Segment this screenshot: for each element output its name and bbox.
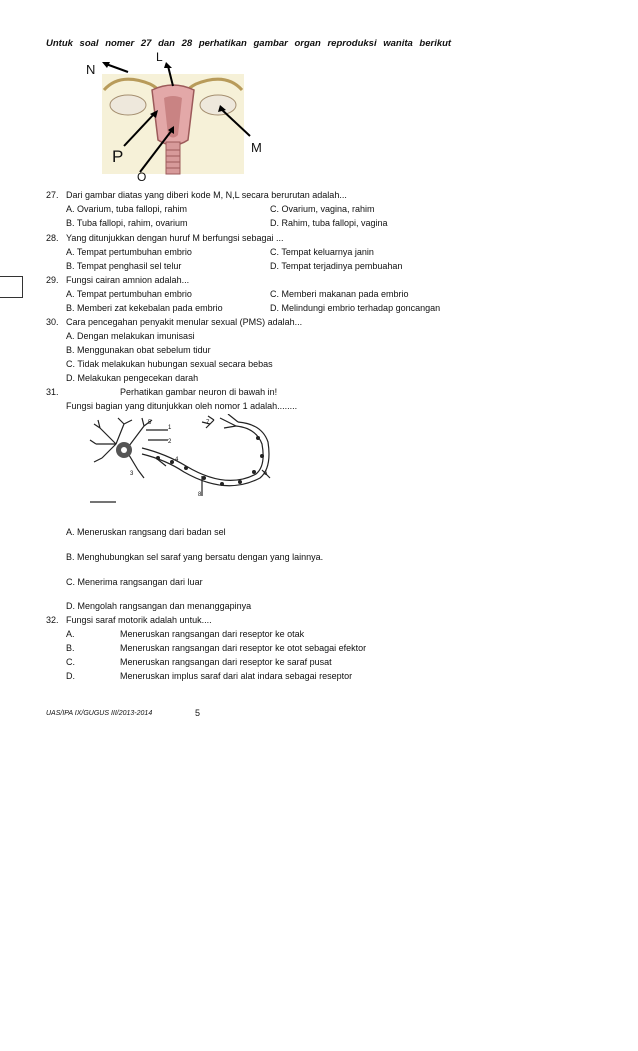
option-b: B. Tuba fallopi, rahim, ovarium [66,218,188,228]
option-c: C. Tidak melakukan hubungan sexual secara bebas [66,359,273,369]
option-a: Meneruskan rangsangan dari reseptor ke otak [120,629,305,639]
option-letter-a: A. [66,629,75,639]
option-b: Meneruskan rangsangan dari reseptor ke otot sebagai efektor [120,643,367,653]
neuron-label-3: 3 [130,471,134,477]
label-p: P [112,147,124,166]
option-d: D. Rahim, tuba fallopi, vagina [270,218,388,228]
option-c: Meneruskan rangsangan dari reseptor ke saraf pusat [120,657,332,667]
option-c: C. Ovarium, vagina, rahim [270,204,375,214]
option-a: A. Ovarium, tuba fallopi, rahim [66,204,188,214]
option-d: D. Tempat terjadinya pembuahan [270,261,403,271]
option-c: C. Tempat keluarnya janin [270,247,374,257]
question-text: Fungsi saraf motorik adalah untuk.... [66,615,212,625]
intro-instruction: Untuk soal nomer 27 dan 28 perhatikan gambar organ reproduksi wanita berikut [46,38,452,49]
question-number: 28. [46,233,59,243]
neuron-label-6: 6 [264,471,268,477]
option-a: A. Dengan melakukan imunisasi [66,331,195,341]
question-number: 32. [46,615,59,625]
label-o: O [137,170,147,184]
question-text: Fungsi cairan amnion adalah... [66,275,190,285]
neuron-label-2: 2 [168,439,172,445]
page-number: 5 [195,708,201,718]
option-d: D. Melindungi embrio terhadap goncangan [270,303,441,313]
option-b: B. Memberi zat kekebalan pada embrio [66,303,223,313]
option-letter-c: C. [66,657,75,667]
neuron-label-8: 8 [198,492,202,498]
label-n: N [86,62,96,77]
option-c: C. Memberi makanan pada embrio [270,289,409,299]
option-b: B. Menghubungkan sel saraf yang bersatu dengan yang lainnya. [66,552,324,562]
option-letter-b: B. [66,643,75,653]
neuron-label-4: 4 [175,457,179,463]
reproductive-organ-figure [80,50,280,190]
question-text: Dari gambar diatas yang diberi kode M, N,L secara berurutan adalah... [66,190,347,200]
option-a: A. Tempat pertumbuhan embrio [66,247,192,257]
option-a: A. Meneruskan rangsang dari badan sel [66,527,226,537]
label-m: M [251,140,262,155]
neuron-figure [86,414,286,506]
question-intro: Perhatikan gambar neuron di bawah in! [120,387,278,397]
option-letter-d: D. [66,671,75,681]
footer-code: UAS/IPA IX/GUGUS III/2013-2014 [46,710,153,717]
option-c: C. Menerima rangsangan dari luar [66,577,203,587]
question-number: 31. [46,387,59,397]
question-number: 29. [46,275,59,285]
option-a: A. Tempat pertumbuhan embrio [66,289,192,299]
question-number: 27. [46,190,59,200]
option-d: Meneruskan implus saraf dari alat indara sebagai reseptor [120,671,353,681]
option-b: B. Menggunakan obat sebelum tidur [66,345,211,355]
question-number: 30. [46,317,59,327]
margin-box [0,276,23,298]
question-text: Fungsi bagian yang ditunjukkan oleh nomor 1 adalah........ [66,401,298,411]
neuron-label-7: 7 [206,420,210,426]
label-l: L [156,50,163,64]
neuron-label-5: 5 [148,420,152,426]
question-text: Cara pencegahan penyakit menular sexual (PMS) adalah... [66,317,303,327]
question-text: Yang ditunjukkan dengan huruf M berfungsi sebagai ... [66,233,284,243]
option-d: D. Melakukan pengecekan darah [66,373,199,383]
option-b: B. Tempat penghasil sel telur [66,261,182,271]
neuron-label-1: 1 [168,425,172,431]
option-d: D. Mengolah rangsangan dan menanggapinya [66,601,252,611]
